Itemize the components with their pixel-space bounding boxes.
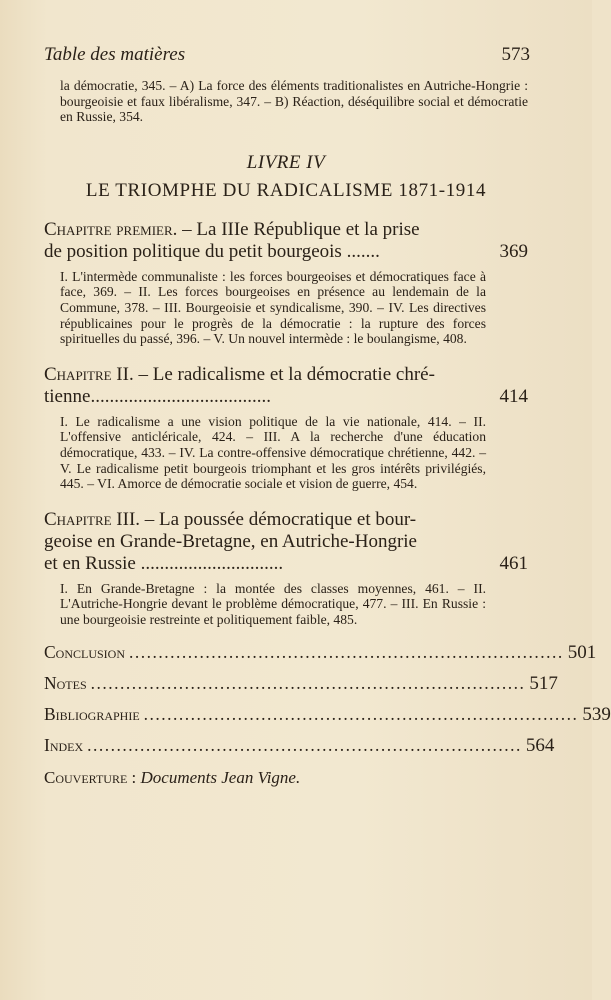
cover-credit	[44, 768, 528, 788]
table-of-contents	[44, 78, 611, 788]
running-head	[44, 44, 530, 66]
toc-entry-conclusion[interactable]	[44, 641, 597, 673]
chapter-heading	[44, 364, 528, 408]
leader-dots: ..........................................................................	[90, 672, 526, 693]
chapter-title-line: tienne	[44, 385, 91, 407]
leader-dots: .......	[346, 240, 380, 262]
toc-entry-index[interactable]	[44, 734, 555, 766]
chapter-title-line: de position politique du petit bourgeois	[44, 240, 342, 262]
chapter-page-number: 369	[499, 240, 528, 262]
toc-entry-notes[interactable]	[44, 672, 558, 704]
entry-page-number: 564	[525, 734, 555, 756]
entry-label: Bibliographie	[44, 703, 140, 724]
livre-title-text: LE TRIOMPHE DU RADICALISME	[85, 179, 394, 201]
cover-credit-source: Documents Jean Vigne.	[140, 767, 301, 787]
leader-dots: ..............................	[140, 552, 284, 574]
toc-entry-chapter-3[interactable]	[44, 509, 528, 628]
chapter-page-number: 461	[499, 552, 528, 574]
livre-title	[44, 180, 528, 202]
page-number: 573	[501, 44, 530, 65]
entry-label: Conclusion	[44, 641, 126, 662]
chapter-label: Chapitre II.	[44, 363, 134, 385]
leader-dots: ......................................	[90, 385, 271, 407]
entry-page-number: 539	[582, 703, 611, 725]
chapter-page-number: 414	[499, 385, 528, 407]
leader-dots: ..........................................................................	[87, 734, 522, 755]
entry-label: Index	[44, 734, 84, 755]
running-title: Table des matières	[44, 44, 186, 65]
previous-section-summary: la démocratie, 345. – A) La force des éléments traditionalistes en Autriche-Hongrie : bourgeoisie et faux libéralisme, 347. – B) Réaction, déséquilibre social et démocratie en Russie, 354.	[60, 78, 528, 125]
cover-credit-label: Couverture :	[44, 767, 137, 787]
chapter-heading	[44, 509, 528, 575]
chapter-title-line: – Le radicalisme et la démocratie chré-	[138, 363, 435, 385]
toc-entry-bibliographie[interactable]	[44, 703, 611, 735]
chapter-title-line: – La IIIe République et la prise	[182, 218, 420, 240]
livre-years: 1871-1914	[398, 179, 487, 201]
chapter-heading	[44, 219, 528, 263]
back-matter-list	[44, 641, 611, 766]
chapter-title-line: – La poussée démocratique et bour-	[144, 508, 417, 530]
chapter-title-line: geoise en Grande-Bretagne, en Autriche-Hongrie	[44, 530, 417, 552]
toc-entry-chapter-1[interactable]	[44, 219, 528, 347]
livre-label: LIVRE IV	[246, 151, 326, 173]
entry-page-number: 517	[529, 672, 558, 694]
chapter-summary: I. Le radicalisme a une vision politique de la vie nationale, 414. – II. L'offensive anticléricale, 424. – III. A la recherche d'une éducation démocratique, 433. – IV. La contre-offensive démocratique chrétienne, 442. – V. Le radicalisme petit bourgeois triomphant et les gros intérêts privilégiés, 445. – VI. Amorce de démocratie sociale et vision de guerre, 454.	[60, 413, 486, 492]
chapter-label: Chapitre III.	[44, 508, 141, 530]
chapter-label: Chapitre premier.	[44, 218, 178, 240]
chapter-summary: I. L'intermède communaliste : les forces bourgeoises et démocratiques face à face, 369. – II. Les forces bourgeoises en présence au lendemain de la Commune, 378. – III. Bourgeoisie et syndicalisme, 390. – IV. Les directives républicaines pour le progrès de la démocratie : la rupture des forces spirituelles du passé, 396. – V. Un nouvel intermède : le boulangisme, 408.	[60, 268, 486, 347]
leader-dots: ..........................................................................	[129, 641, 564, 662]
chapter-title-line: et en Russie	[44, 552, 136, 574]
leader-dots: ..........................................................................	[143, 703, 579, 724]
chapter-summary: I. En Grande-Bretagne : la montée des classes moyennes, 461. – II. L'Autriche-Hongrie devant le problème démocratique, 477. – III. En Russie : une bourgeoisie restreinte et politiquement faible, 485.	[60, 580, 486, 627]
entry-page-number: 501	[567, 641, 597, 663]
entry-label: Notes	[44, 672, 87, 693]
toc-entry-chapter-2[interactable]	[44, 364, 528, 492]
